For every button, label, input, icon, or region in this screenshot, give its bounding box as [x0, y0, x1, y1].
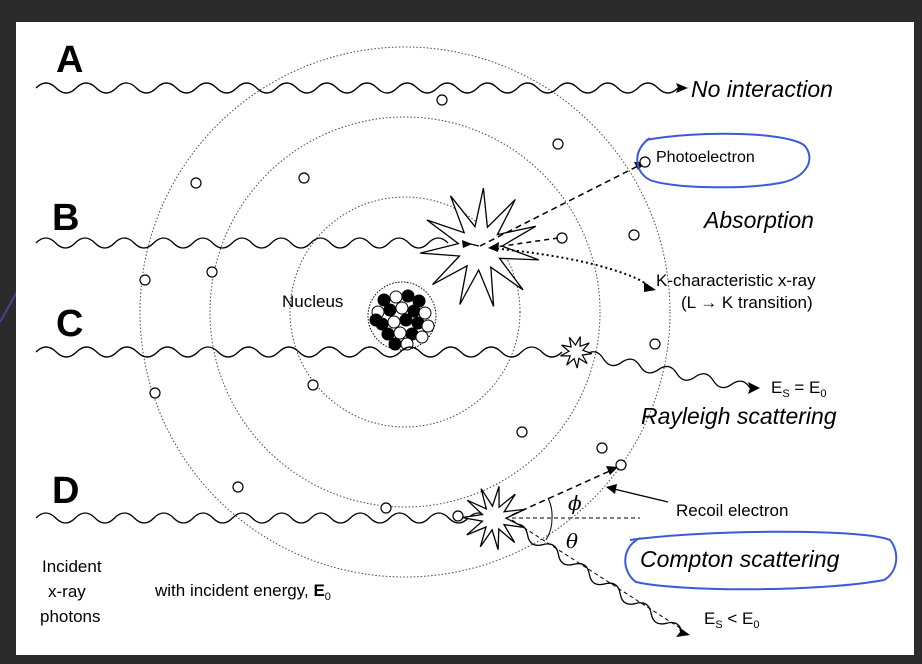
proton [400, 314, 412, 326]
k-characteristic-label: K-characteristic x-ray [656, 271, 816, 290]
proton [384, 304, 396, 316]
recoil-electron-label: Recoil electron [676, 501, 789, 520]
electron [553, 139, 563, 149]
electron [557, 233, 567, 243]
electron [381, 503, 391, 513]
photoelectron-label: Photoelectron [656, 149, 755, 166]
phi-symbol: ϕ [568, 491, 582, 515]
electron [150, 388, 160, 398]
electron [629, 230, 639, 240]
proton [402, 290, 414, 302]
electron [597, 443, 607, 453]
incident-line-2: x-ray [48, 582, 86, 601]
nucleus-label: Nucleus [282, 292, 344, 311]
electron [140, 275, 150, 285]
compton-energy-label: $E_S < E_0$ [704, 609, 760, 631]
rayleigh-energy-label: $E_S = E_0$ [771, 378, 827, 400]
l-k-transition-label: (L → K transition) [681, 293, 813, 312]
electron [517, 427, 527, 437]
proton [370, 314, 382, 326]
rayleigh-label: Rayleigh scattering [641, 403, 837, 429]
neutron [396, 302, 408, 314]
no-interaction-label: No interaction [691, 76, 833, 102]
electron [437, 95, 447, 105]
theta-symbol: θ [566, 529, 579, 553]
electron [650, 339, 660, 349]
label-b: B [52, 197, 80, 239]
label-c: C [56, 303, 84, 345]
neutron [394, 327, 406, 339]
electron [299, 173, 309, 183]
photoelectron-electron [640, 157, 650, 167]
compton-label: Compton scattering [640, 546, 840, 572]
electron [233, 482, 243, 492]
label-d: D [52, 470, 80, 512]
neutron [422, 320, 434, 332]
electron [207, 267, 217, 277]
neutron [416, 331, 428, 343]
label-a: A [56, 39, 84, 81]
electron [308, 380, 318, 390]
nucleus [368, 282, 436, 350]
neutron [388, 316, 400, 328]
absorption-label: Absorption [704, 207, 814, 233]
incident-line-1: Incident [42, 557, 102, 576]
incident-line-3: photons [40, 607, 101, 626]
incident-energy-label: with incident energy, $E_0$ [155, 581, 331, 603]
neutron [390, 291, 402, 303]
electron [453, 511, 463, 521]
proton [389, 338, 401, 350]
electron [191, 178, 201, 188]
recoil-electron [616, 460, 626, 470]
